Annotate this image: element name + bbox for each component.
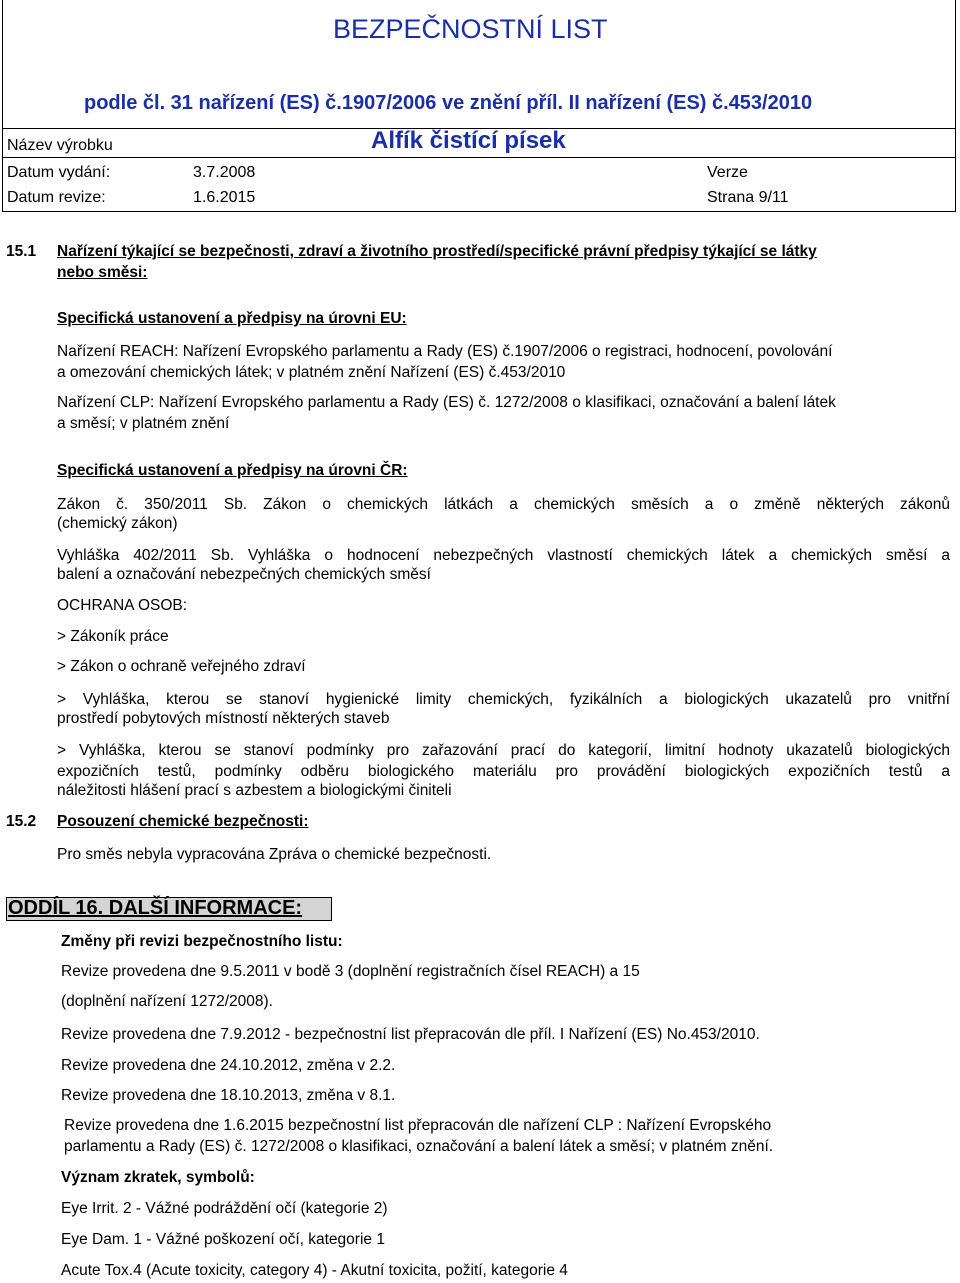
revision-entry: (doplnění nařízení 1272/2008). (61, 993, 273, 1010)
revision-date: 1.6.2015 (193, 189, 256, 206)
list-item: > Zákon o ochraně veřejného zdraví (57, 658, 306, 675)
issue-date: 3.7.2008 (193, 164, 256, 181)
section-title: Nařízení týkající se bezpečnosti, zdraví a životního prostředí/specifické právní předpisy týkající se látky (57, 243, 817, 260)
header-divider (2, 157, 956, 158)
page-number: Strana 9/11 (707, 189, 789, 206)
list-item: > Vyhláška, kterou se stanoví hygienické limity chemických, fyzikálních a biologických ukazatelů pro vnitřní (57, 691, 950, 708)
abbreviation-item: Acute Tox.4 (Acute toxicity, category 4) - Akutní toxicita, požití, kategorie 4 (61, 1262, 568, 1279)
issue-date-label: Datum vydání: (7, 164, 111, 181)
list-item: > Zákoník práce (57, 628, 169, 645)
version-label: Verze (707, 164, 748, 181)
abbreviations-heading: Význam zkratek, symbolů: (61, 1169, 255, 1186)
chemical-law: (chemický zákon) (57, 515, 178, 532)
chemical-law: Zákon č. 350/2011 Sb. Zákon o chemických látkách a chemických směsích a o změně některých zákonů (57, 496, 950, 513)
abbreviation-item: Eye Irrit. 2 - Vážné podráždění očí (kategorie 2) (61, 1200, 388, 1217)
changes-heading: Změny při revizi bezpečnostního listu: (61, 933, 343, 950)
reach-regulation: a omezování chemických látek; v platném znění Nařízení (ES) č.453/2010 (57, 364, 566, 381)
decree-402: balení a označování nebezpečných chemických směsí (57, 566, 431, 583)
revision-entry: parlamentu a Rady (ES) č. 1272/2008 o klasifikaci, označování a balení látek a směsí; v platném znění. (64, 1138, 774, 1155)
list-item: náležitosti hlášení prací s azbestem a biologickými činiteli (57, 782, 452, 799)
revision-entry: Revize provedena dne 1.6.2015 bezpečnostní list přepracován dle nařízení CLP : Nařízení Evropského (64, 1117, 772, 1134)
section-title: nebo směsi: (57, 264, 148, 281)
clp-regulation: a směsí; v platném znění (57, 415, 230, 432)
reach-regulation: Nařízení REACH: Nařízení Evropského parlamentu a Rady (ES) č.1907/2006 o registraci, hodnocení, povolování (57, 343, 833, 360)
revision-entry: Revize provedena dne 18.10.2013, změna v 8.1. (61, 1087, 396, 1104)
revision-entry: Revize provedena dne 7.9.2012 - bezpečnostní list přepracován dle příl. I Nařízení (ES) No.453/2010. (61, 1026, 760, 1043)
document-subtitle: podle čl. 31 nařízení (ES) č.1907/2006 ve znění příl. II nařízení (ES) č.453/2010 (84, 92, 813, 114)
revision-date-label: Datum revize: (7, 189, 106, 206)
eu-heading: Specifická ustanovení a předpisy na úrovni EU: (57, 310, 407, 327)
product-label: Název výrobku (7, 137, 113, 154)
section-number: 15.2 (6, 813, 37, 830)
chemical-safety-text: Pro směs nebyla vypracována Zpráva o chemické bezpečnosti. (57, 846, 492, 863)
revision-entry: Revize provedena dne 9.5.2011 v bodě 3 (doplnění registračních čísel REACH) a 15 (61, 963, 640, 980)
section-title: Posouzení chemické bezpečnosti: (57, 813, 309, 830)
section-16-heading-box (6, 897, 332, 921)
revision-entry: Revize provedena dne 24.10.2012, změna v 2.2. (61, 1057, 396, 1074)
list-item: > Vyhláška, kterou se stanoví podmínky pro zařazování prací do kategorií, limitní hodnoty ukazatelů biologických (57, 742, 950, 759)
list-item: prostředí pobytových místností některých staveb (57, 710, 390, 727)
cr-heading: Specifická ustanovení a předpisy na úrovni ČR: (57, 462, 408, 479)
section-16-heading: ODDÍL 16. DALŠÍ INFORMACE: (8, 897, 303, 919)
list-item: expozičních testů, podmínky odběru biologického materiálu pro provádění biologických expozičních testů a (57, 763, 950, 780)
abbreviation-item: Eye Dam. 1 - Vážné poškození očí, kategorie 1 (61, 1231, 385, 1248)
clp-regulation: Nařízení CLP: Nařízení Evropského parlamentu a Rady (ES) č. 1272/2008 o klasifikaci, označování a balení látek (57, 394, 836, 411)
decree-402: Vyhláška 402/2011 Sb. Vyhláška o hodnocení nebezpečných vlastností chemických látek a chemických směsí a (57, 547, 950, 564)
product-name: Alfík čistící písek (371, 127, 566, 154)
section-number: 15.1 (6, 243, 37, 260)
document-title: BEZPEČNOSTNÍ LIST (333, 14, 608, 44)
protection-heading: OCHRANA OSOB: (57, 597, 188, 614)
